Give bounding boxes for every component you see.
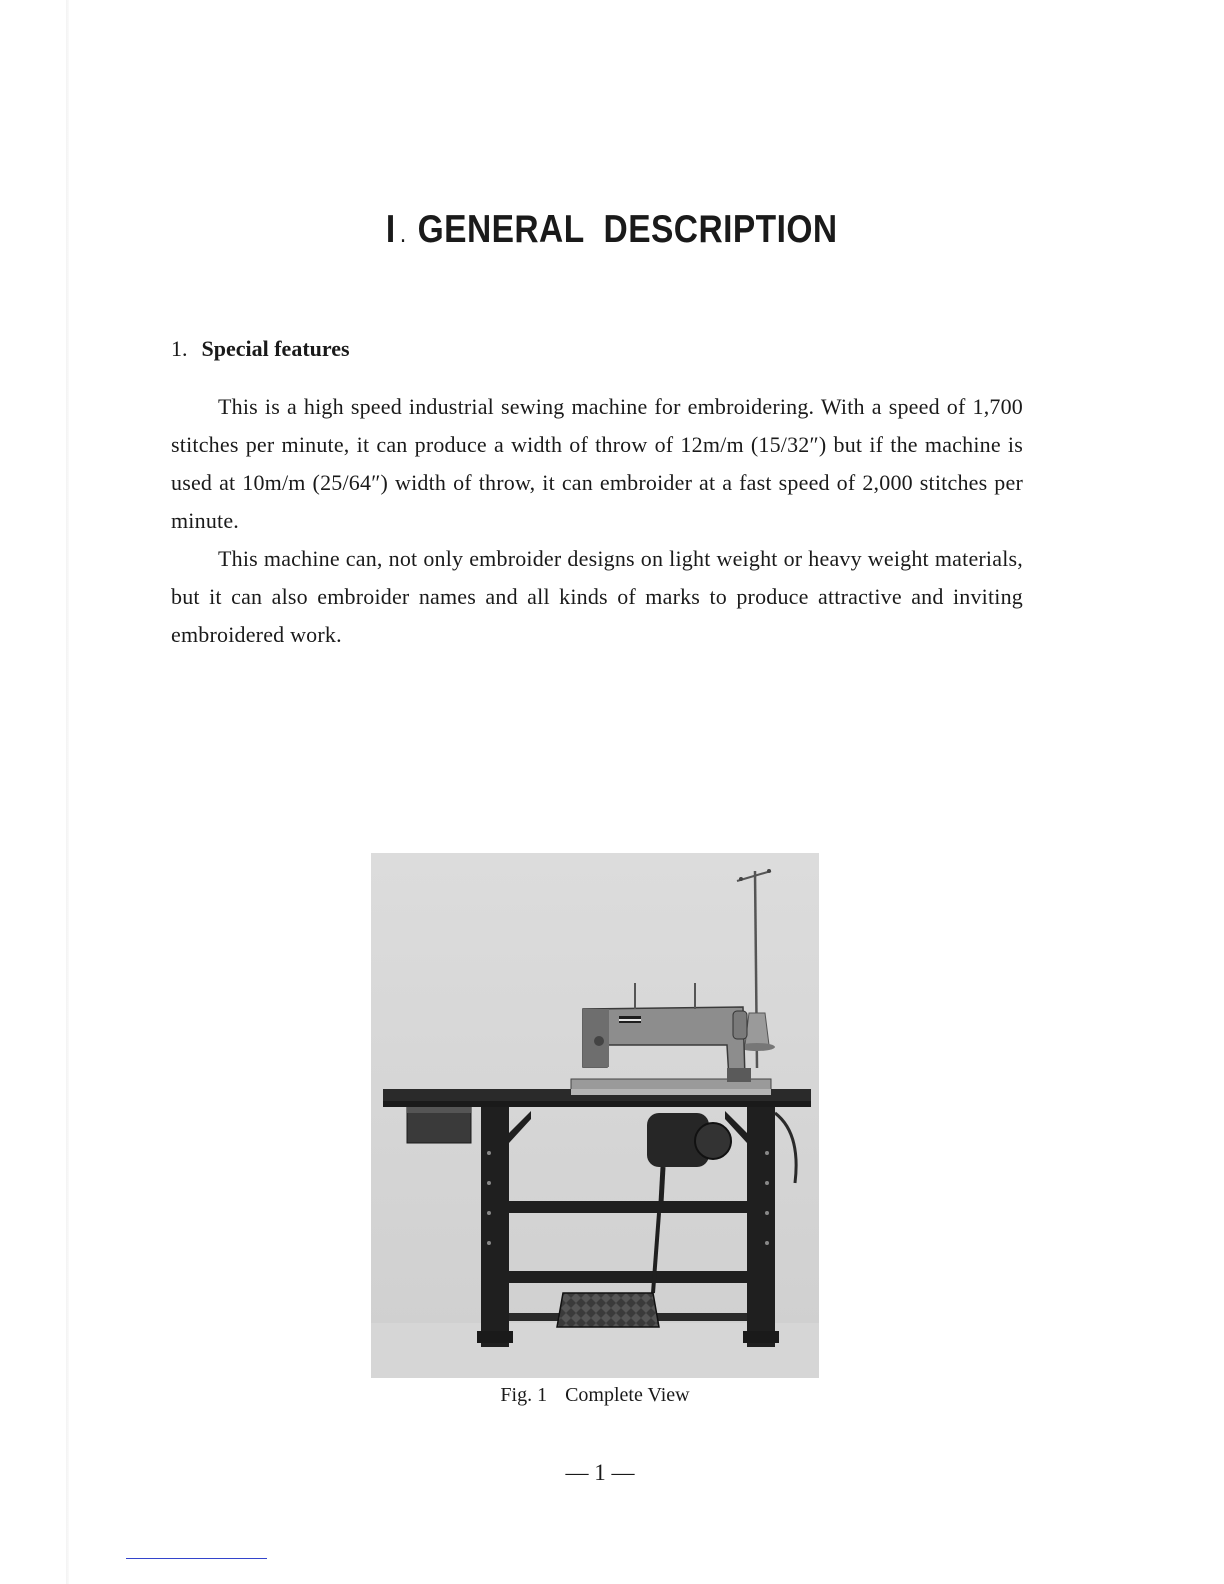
figure-caption [0,1384,1190,1407]
paragraph-1: This is a high speed industrial sewing machine for embroidering. With a speed of 1,700 stitches per minute, it can produce a width of throw of 12m/m (15/32″) but if the machine is used at 10m/m (25/64″) width of throw, it can embroider at a fast speed of 2,000 stitches per minute. [171,394,1023,533]
chapter-title-word-2: DESCRIPTION [603,208,838,251]
paragraph-2: This machine can, not only embroider designs on light weight or heavy weight materials, but it can also embroider names and all kinds of marks to produce attractive and inviting embroidered work. [171,546,1023,647]
chapter-dot: . [400,226,406,246]
page-number: — 1 — [565,1460,635,1485]
page-edge-shadow [66,0,69,1584]
figure-sewing-machine-photo [371,853,819,1378]
footer-link-underline[interactable] [126,1558,267,1559]
figure-label: Fig. 1 [500,1384,548,1406]
chapter-number: I [385,208,396,251]
sewing-machine-illustration [371,853,819,1378]
section-title: Special features [201,336,350,361]
chapter-title-word-1: GENERAL [417,208,585,251]
body-text [171,388,1023,654]
section-heading [171,336,350,362]
figure-title: Complete View [565,1384,690,1406]
chapter-title [85,208,1138,252]
section-number: 1. [171,336,188,361]
